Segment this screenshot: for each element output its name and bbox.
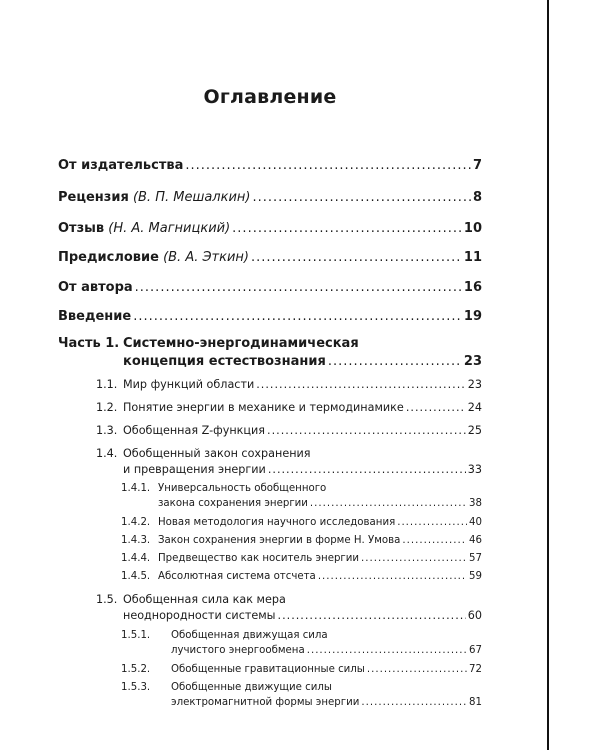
section-number: 1.5. [96, 593, 118, 606]
toc-entry-1-2[interactable] [96, 401, 482, 414]
toc-entry-title: Предисловие [58, 250, 159, 265]
subsection-title: Абсолютная система отсчета [158, 571, 316, 582]
leader-dots [406, 401, 466, 414]
subsection-title-line2: закона сохранения энергии [158, 498, 308, 509]
toc-entry-1-4-2[interactable] [121, 517, 482, 528]
leader-dots [253, 190, 471, 205]
leader-dots [328, 354, 462, 369]
subsection-number: 1.5.3. [121, 682, 151, 693]
toc-entry-feedback[interactable] [58, 221, 482, 236]
section-title-line1[interactable]: Обобщенная сила как мера [123, 593, 286, 606]
section-number: 1.1. [96, 378, 118, 391]
subsection-title: Предвещество как носитель энергии [158, 553, 360, 564]
section-title-line1[interactable]: Обобщенный закон сохранения [123, 447, 311, 460]
section-title: Понятие энергии в механике и термодинамике [123, 401, 404, 414]
leader-dots [397, 517, 467, 528]
subsection-number: 1.5.1. [121, 630, 151, 641]
toc-page-number: 81 [469, 697, 482, 708]
toc-page-number: 16 [463, 280, 482, 295]
section-number: 1.2. [96, 401, 118, 414]
subsection-title-line2: электромагнитной формы энергии [171, 697, 360, 708]
toc-entry-1-4-5[interactable] [121, 571, 482, 582]
toc-entry-title: Рецензия [58, 190, 129, 205]
page-edge-rule [547, 0, 549, 750]
toc-entry-title: От автора [58, 280, 133, 295]
toc-entry-title: Введение [58, 309, 132, 324]
toc-entry-1-4-4[interactable] [121, 553, 482, 564]
leader-dots [185, 158, 471, 173]
toc-entry-introduction[interactable] [58, 309, 482, 324]
section-title-line2: и превращения энергии [123, 463, 266, 476]
toc-entry-1-5[interactable] [123, 609, 482, 622]
leader-dots [307, 645, 467, 656]
toc-page-number: 24 [467, 401, 482, 414]
toc-entry-author: (В. А. Эткин) [163, 250, 249, 265]
leader-dots [268, 463, 466, 476]
subsection-title: Закон сохранения энергии в форме Н. Умова [158, 535, 401, 546]
subsection-number: 1.4.2. [121, 517, 151, 528]
toc-entry-1-3[interactable] [96, 424, 482, 437]
subsection-number: 1.4.1. [121, 483, 151, 494]
toc-page-number: 67 [469, 645, 482, 656]
leader-dots [402, 535, 467, 546]
toc-entry-1-4[interactable] [123, 463, 482, 476]
toc-page-number: 19 [463, 309, 482, 324]
toc-page-number: 40 [469, 517, 482, 528]
toc-entry-1-1[interactable] [96, 378, 482, 391]
subsection-title-line2: лучистого энергообмена [171, 645, 305, 656]
section-title-line2: неоднородности системы [123, 609, 276, 622]
toc-page-number: 10 [463, 221, 482, 236]
toc-page-number: 57 [469, 553, 482, 564]
toc-entry-part1[interactable] [123, 354, 482, 369]
part-title-line1[interactable]: Системно-энергодинамическая [123, 336, 359, 351]
subsection-number: 1.4.5. [121, 571, 151, 582]
toc-page-number: 72 [469, 664, 482, 675]
part-number: Часть 1. [58, 336, 120, 351]
leader-dots [251, 250, 462, 265]
subsection-title-line1[interactable]: Обобщенные движущие силы [171, 682, 332, 693]
leader-dots [361, 697, 467, 708]
toc-entry-1-4-3[interactable] [121, 535, 482, 546]
toc-page-number: 33 [467, 463, 482, 476]
subsection-title-line1[interactable]: Универсальность обобщенного [158, 483, 327, 494]
toc-entry-title: Отзыв [58, 221, 105, 236]
subsection-title: Обобщенные гравитационные силы [171, 664, 365, 675]
toc-page-number: 46 [469, 535, 482, 546]
toc-entry-1-5-1[interactable] [171, 645, 482, 656]
toc-entry-preface[interactable] [58, 250, 482, 265]
toc-entry-author-note[interactable] [58, 280, 482, 295]
leader-dots [310, 498, 467, 509]
toc-page-number: 60 [467, 609, 482, 622]
leader-dots [133, 309, 462, 324]
toc-page-number: 59 [469, 571, 482, 582]
subsection-title: Новая методология научного исследования [158, 517, 396, 528]
toc-entry-1-5-3[interactable] [171, 697, 482, 708]
part-title-line2: концепция естествознания [123, 354, 326, 369]
subsection-title-line1[interactable]: Обобщенная движущая сила [171, 630, 328, 641]
subsection-number: 1.5.2. [121, 664, 151, 675]
toc-page-number: 25 [467, 424, 482, 437]
toc-entry-review[interactable] [58, 190, 482, 205]
toc-page-number: 11 [463, 250, 482, 265]
subsection-number: 1.4.4. [121, 553, 151, 564]
toc-entry-publisher[interactable] [58, 158, 482, 173]
page-title: Оглавление [203, 86, 337, 108]
toc-page-number: 38 [469, 498, 482, 509]
leader-dots [367, 664, 467, 675]
leader-dots [135, 280, 462, 295]
toc-entry-1-5-2[interactable] [121, 664, 482, 675]
toc-entry-author: (В. П. Мешалкин) [132, 190, 251, 205]
toc-page-number: 7 [472, 158, 482, 173]
toc-entry-title: От издательства [58, 158, 184, 173]
toc-page-number: 8 [472, 190, 482, 205]
section-number: 1.4. [96, 447, 118, 460]
section-number: 1.3. [96, 424, 118, 437]
leader-dots [256, 378, 466, 391]
section-title: Мир функций области [123, 378, 255, 391]
toc-page-number: 23 [467, 378, 482, 391]
leader-dots [361, 553, 467, 564]
leader-dots [278, 609, 466, 622]
subsection-number: 1.4.3. [121, 535, 151, 546]
toc-page-number: 23 [463, 354, 482, 369]
toc-entry-author: (Н. А. Магницкий) [108, 221, 231, 236]
leader-dots [232, 221, 462, 236]
leader-dots [267, 424, 466, 437]
leader-dots [318, 571, 467, 582]
toc-entry-1-4-1[interactable] [158, 498, 482, 509]
section-title: Обобщенная Z-функция [123, 424, 266, 437]
